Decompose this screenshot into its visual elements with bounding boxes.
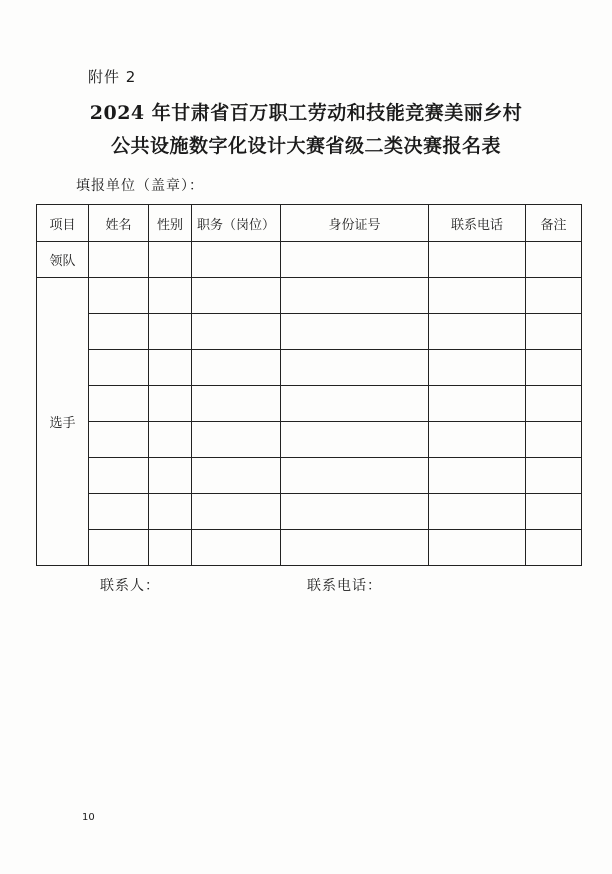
player-id-cell[interactable] <box>281 386 429 422</box>
player-remarks-cell[interactable] <box>526 530 582 566</box>
page-number: 10 <box>82 812 95 823</box>
table-row-player <box>37 422 582 458</box>
attachment-label: 附件 2 <box>88 68 137 86</box>
player-id-cell[interactable] <box>281 494 429 530</box>
registration-table <box>36 204 582 566</box>
leader-id-cell[interactable] <box>281 242 429 278</box>
player-id-cell[interactable] <box>281 458 429 494</box>
player-name-cell[interactable] <box>89 350 149 386</box>
player-label: 选手 <box>37 278 89 566</box>
header-item: 项目 <box>37 205 89 242</box>
player-remarks-cell[interactable] <box>526 458 582 494</box>
player-name-cell[interactable] <box>89 278 149 314</box>
table-header-row <box>37 205 582 242</box>
leader-phone-cell[interactable] <box>429 242 526 278</box>
player-id-cell[interactable] <box>281 314 429 350</box>
player-remarks-cell[interactable] <box>526 422 582 458</box>
player-name-cell[interactable] <box>89 314 149 350</box>
player-position-cell[interactable] <box>192 458 281 494</box>
header-remarks: 备注 <box>526 205 582 242</box>
player-name-cell[interactable] <box>89 494 149 530</box>
player-position-cell[interactable] <box>192 530 281 566</box>
player-phone-cell[interactable] <box>429 458 526 494</box>
player-remarks-cell[interactable] <box>526 278 582 314</box>
player-gender-cell[interactable] <box>149 494 192 530</box>
player-id-cell[interactable] <box>281 350 429 386</box>
player-position-cell[interactable] <box>192 422 281 458</box>
table-row-player <box>37 458 582 494</box>
player-position-cell[interactable] <box>192 386 281 422</box>
player-phone-cell[interactable] <box>429 278 526 314</box>
contact-person-label: 联系人： <box>100 578 160 594</box>
header-gender: 性别 <box>149 205 192 242</box>
player-gender-cell[interactable] <box>149 530 192 566</box>
player-position-cell[interactable] <box>192 314 281 350</box>
player-name-cell[interactable] <box>89 458 149 494</box>
player-phone-cell[interactable] <box>429 494 526 530</box>
leader-position-cell[interactable] <box>192 242 281 278</box>
player-id-cell[interactable] <box>281 422 429 458</box>
player-gender-cell[interactable] <box>149 458 192 494</box>
form-title-line-1: 2024 年甘肃省百万职工劳动和技能竞赛美丽乡村 <box>89 102 523 124</box>
table-row-player <box>37 494 582 530</box>
player-name-cell[interactable] <box>89 422 149 458</box>
table-row-player <box>37 350 582 386</box>
player-name-cell[interactable] <box>89 386 149 422</box>
table-row-player <box>37 278 582 314</box>
player-position-cell[interactable] <box>192 350 281 386</box>
player-remarks-cell[interactable] <box>526 494 582 530</box>
player-phone-cell[interactable] <box>429 530 526 566</box>
contact-phone-label: 联系电话： <box>307 578 382 594</box>
form-title-line-2: 公共设施数字化设计大赛省级二类决赛报名表 <box>110 135 501 157</box>
player-position-cell[interactable] <box>192 278 281 314</box>
table-row-player <box>37 386 582 422</box>
leader-label: 领队 <box>37 242 89 278</box>
player-phone-cell[interactable] <box>429 422 526 458</box>
player-position-cell[interactable] <box>192 494 281 530</box>
player-phone-cell[interactable] <box>429 314 526 350</box>
leader-gender-cell[interactable] <box>149 242 192 278</box>
player-id-cell[interactable] <box>281 530 429 566</box>
header-name: 姓名 <box>89 205 149 242</box>
player-phone-cell[interactable] <box>429 350 526 386</box>
player-phone-cell[interactable] <box>429 386 526 422</box>
header-id-number: 身份证号 <box>281 205 429 242</box>
player-gender-cell[interactable] <box>149 350 192 386</box>
filling-unit-label: 填报单位（盖章）： <box>76 178 204 194</box>
leader-remarks-cell[interactable] <box>526 242 582 278</box>
table-row-player <box>37 314 582 350</box>
player-remarks-cell[interactable] <box>526 350 582 386</box>
leader-name-cell[interactable] <box>89 242 149 278</box>
player-gender-cell[interactable] <box>149 278 192 314</box>
player-name-cell[interactable] <box>89 530 149 566</box>
header-phone: 联系电话 <box>429 205 526 242</box>
player-remarks-cell[interactable] <box>526 386 582 422</box>
player-gender-cell[interactable] <box>149 314 192 350</box>
table-row-leader <box>37 242 582 278</box>
player-gender-cell[interactable] <box>149 386 192 422</box>
player-id-cell[interactable] <box>281 278 429 314</box>
player-remarks-cell[interactable] <box>526 314 582 350</box>
player-gender-cell[interactable] <box>149 422 192 458</box>
header-position: 职务（岗位） <box>192 205 281 242</box>
table-row-player <box>37 530 582 566</box>
